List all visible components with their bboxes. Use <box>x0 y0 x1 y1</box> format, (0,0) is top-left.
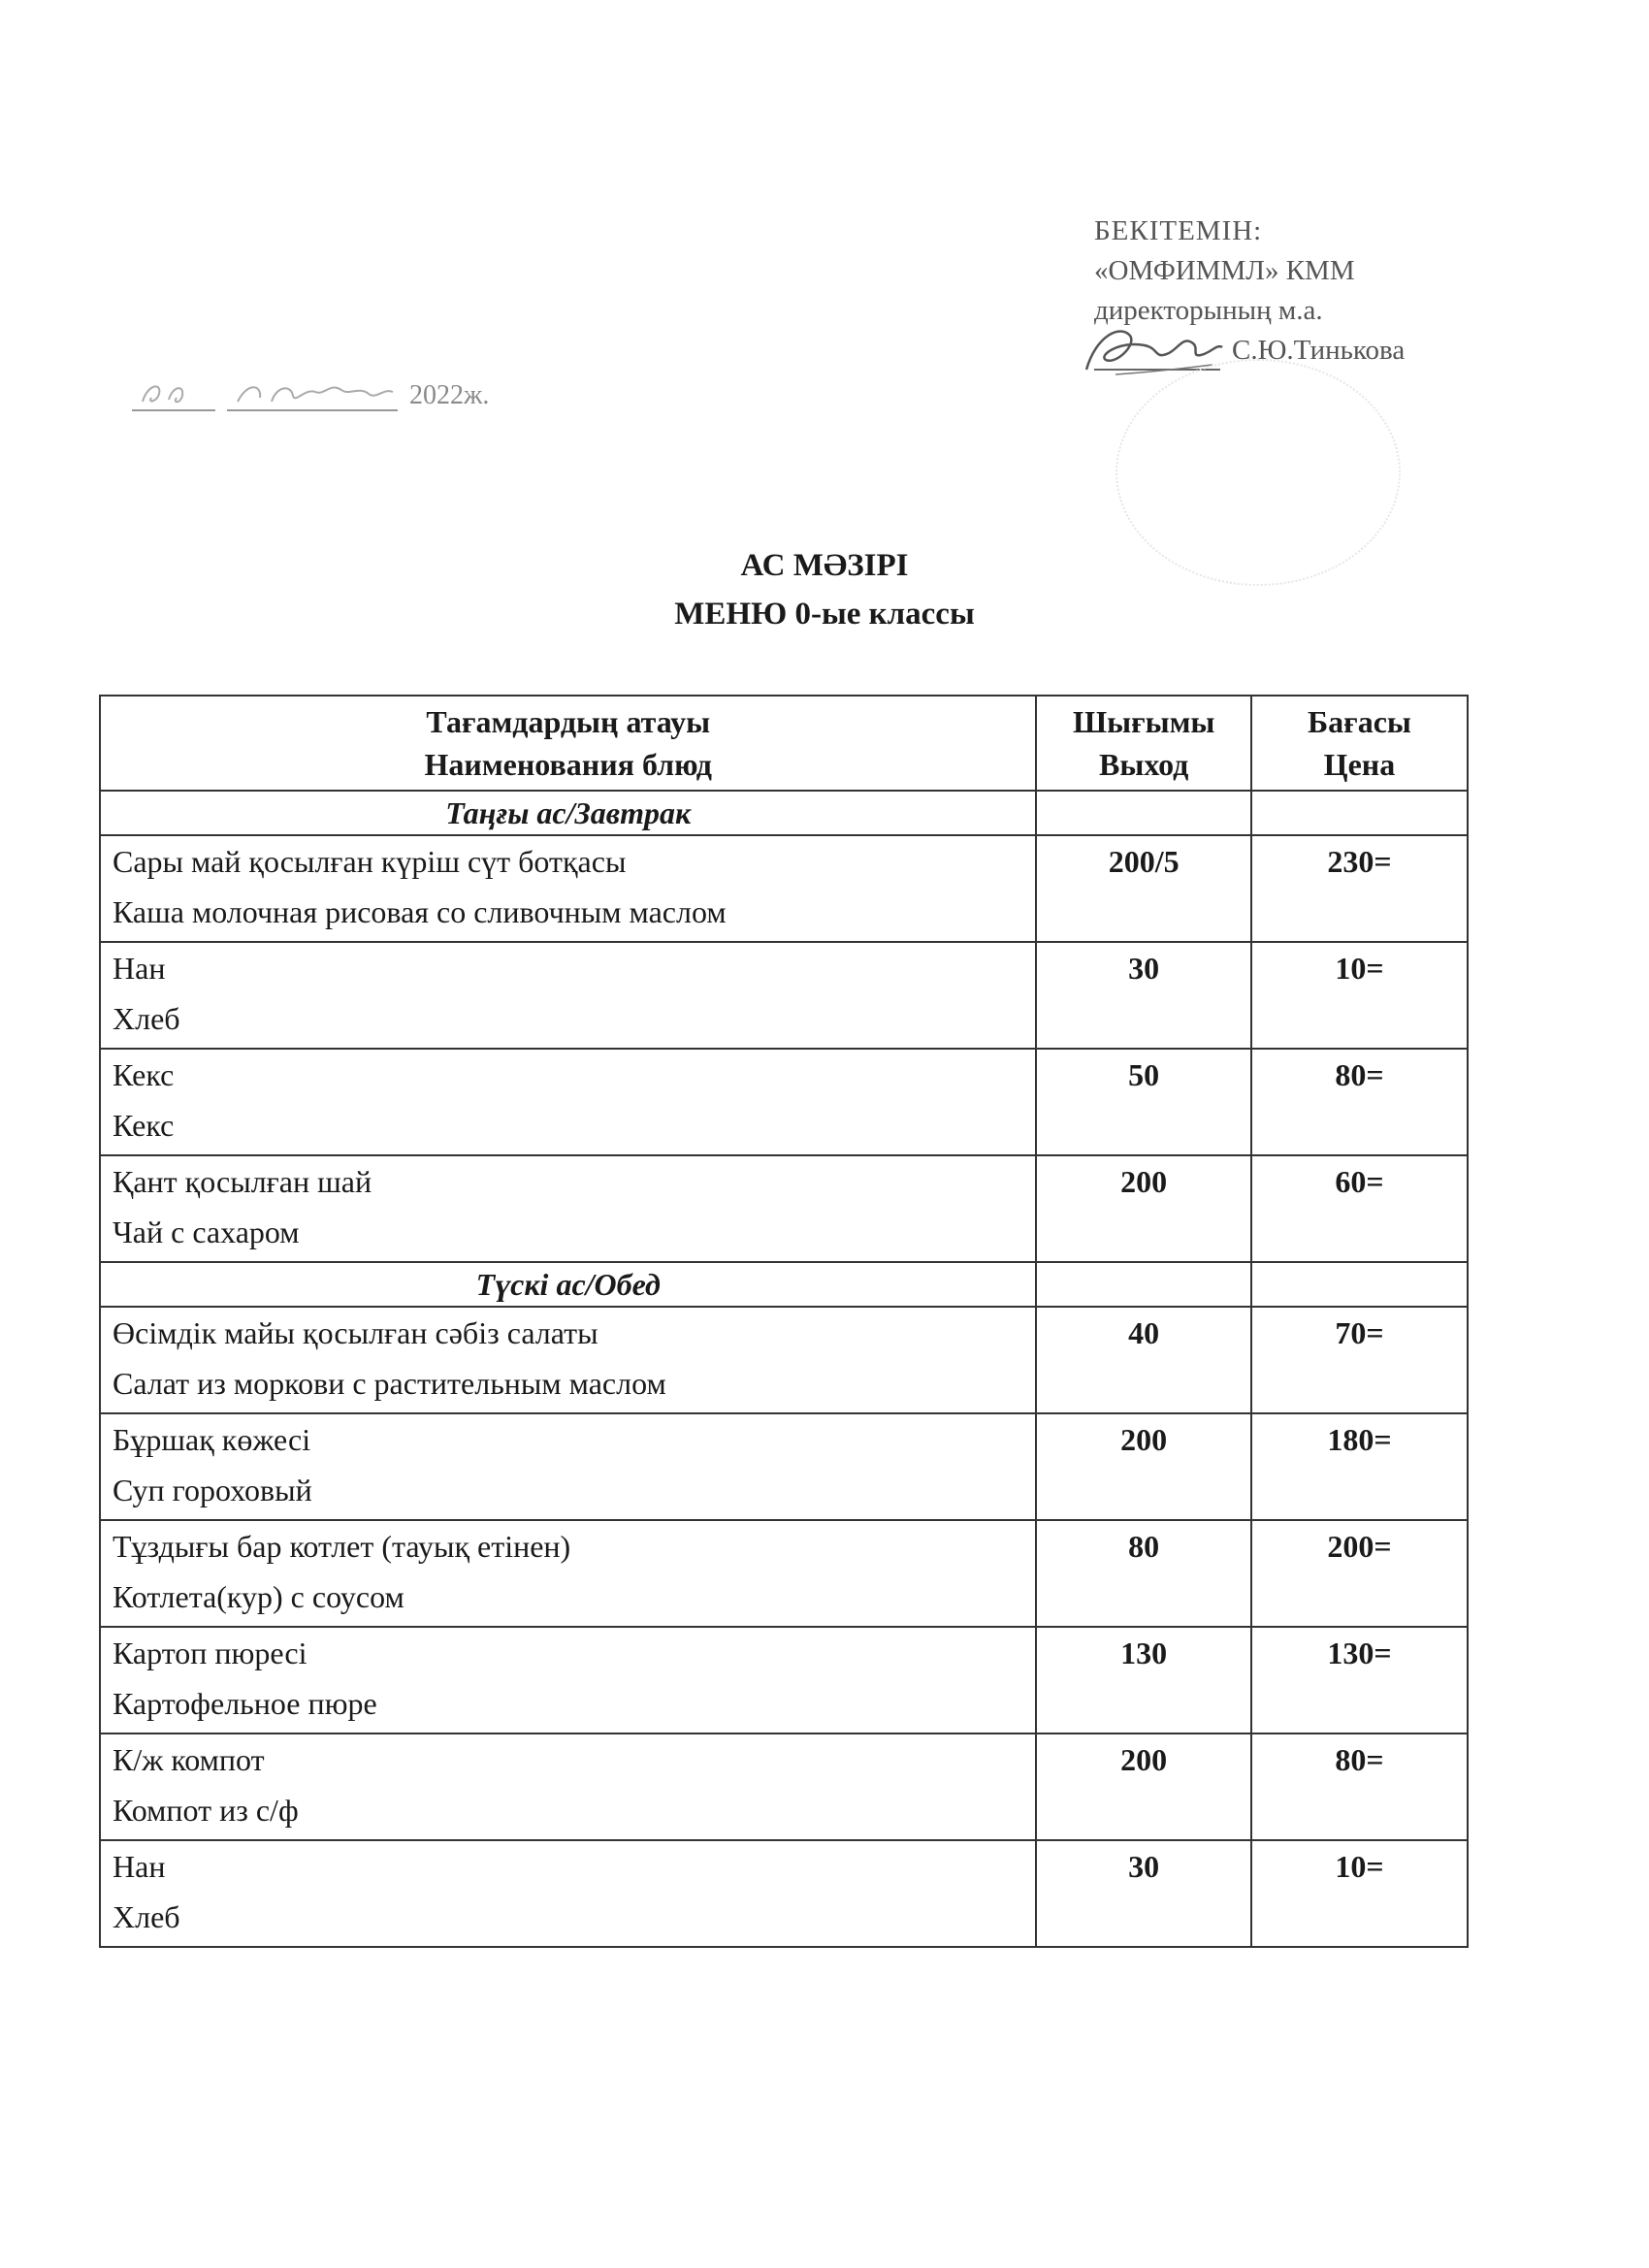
header-yield-kz: Шығымы <box>1072 704 1215 739</box>
dish-name-ru: Картофельное пюре <box>113 1686 377 1721</box>
dish-yield: 30 <box>1036 942 1250 1049</box>
section-title: Түскі ас/Обед <box>100 1262 1036 1307</box>
table-row <box>100 1840 1468 1947</box>
dish-name-ru: Суп гороховый <box>113 1473 312 1507</box>
dish-name-kz: Нан <box>113 951 166 986</box>
header-price-ru: Цена <box>1323 747 1396 782</box>
dish-price: 200= <box>1251 1520 1468 1627</box>
dish-name-ru: Чай с сахаром <box>113 1215 300 1249</box>
dish-name <box>100 1413 1036 1520</box>
table-row <box>100 1627 1468 1733</box>
dish-name-ru: Котлета(кур) с соусом <box>113 1579 404 1614</box>
header-name <box>100 696 1036 791</box>
table-row <box>100 1733 1468 1840</box>
dish-name-ru: Салат из моркови с растительным маслом <box>113 1366 666 1401</box>
dish-yield: 200 <box>1036 1413 1250 1520</box>
approval-date <box>132 380 489 411</box>
dish-yield: 200/5 <box>1036 835 1250 942</box>
dish-price: 130= <box>1251 1627 1468 1733</box>
dish-name <box>100 1627 1036 1733</box>
dish-yield: 130 <box>1036 1627 1250 1733</box>
dish-name <box>100 942 1036 1049</box>
table-row <box>100 1307 1468 1413</box>
dish-name-kz: Сары май қосылған күріш сүт ботқасы <box>113 844 627 879</box>
header-price <box>1251 696 1468 791</box>
dish-yield: 50 <box>1036 1049 1250 1155</box>
approval-title: БЕКІТЕМІН: <box>1094 215 1263 246</box>
signature-blank <box>1094 340 1220 371</box>
dish-name-kz: Картоп пюресі <box>113 1636 307 1670</box>
empty-cell <box>1036 791 1250 835</box>
approval-org: «ОМФИММЛ» КММ <box>1094 255 1355 286</box>
dish-price: 10= <box>1251 1840 1468 1947</box>
table-row <box>100 1520 1468 1627</box>
table-row <box>100 1049 1468 1155</box>
dish-name-kz: Өсімдік майы қосылған сәбіз салаты <box>113 1315 598 1350</box>
dish-name <box>100 1307 1036 1413</box>
dish-price: 60= <box>1251 1155 1468 1262</box>
dish-price: 10= <box>1251 942 1468 1049</box>
table-row <box>100 835 1468 942</box>
section-row-breakfast <box>100 791 1468 835</box>
menu-table <box>99 695 1469 1948</box>
dish-name <box>100 1155 1036 1262</box>
dish-yield: 200 <box>1036 1733 1250 1840</box>
table-row <box>100 1155 1468 1262</box>
dish-price: 70= <box>1251 1307 1468 1413</box>
dish-name <box>100 1520 1036 1627</box>
dish-name-ru: Хлеб <box>113 1001 180 1036</box>
date-day-blank <box>132 384 215 411</box>
header-name-ru: Наименования блюд <box>424 747 712 782</box>
empty-cell <box>1251 791 1468 835</box>
dish-name <box>100 1733 1036 1840</box>
dish-name <box>100 835 1036 942</box>
section-title: Таңғы ас/Завтрак <box>100 791 1036 835</box>
date-year: 2022ж. <box>409 380 490 410</box>
dish-name-ru: Каша молочная рисовая со сливочным маслом <box>113 894 727 929</box>
approval-block <box>1094 211 1482 371</box>
dish-name-kz: Нан <box>113 1849 166 1884</box>
dish-price: 80= <box>1251 1049 1468 1155</box>
dish-name <box>100 1049 1036 1155</box>
header-yield-ru: Выход <box>1098 747 1189 782</box>
dish-yield: 80 <box>1036 1520 1250 1627</box>
dish-name <box>100 1840 1036 1947</box>
dish-name-kz: Қант қосылған шай <box>113 1164 372 1199</box>
handwritten-day <box>138 374 206 409</box>
dish-name-ru: Кекс <box>113 1108 175 1143</box>
handwritten-month <box>233 374 398 409</box>
header-price-kz: Бағасы <box>1308 704 1411 739</box>
empty-cell <box>1251 1262 1468 1307</box>
menu-title-kz: АС МӘЗІРІ <box>740 548 909 583</box>
table-header-row <box>100 696 1468 791</box>
dish-price: 180= <box>1251 1413 1468 1520</box>
dish-name-kz: Бұршақ көжесі <box>113 1422 311 1457</box>
dish-yield: 200 <box>1036 1155 1250 1262</box>
signer-name: С.Ю.Тинькова <box>1232 335 1406 366</box>
table-row <box>100 1413 1468 1520</box>
date-month-blank <box>227 384 398 411</box>
dish-price: 230= <box>1251 835 1468 942</box>
dish-name-ru: Хлеб <box>113 1899 180 1934</box>
table-row <box>100 942 1468 1049</box>
dish-name-kz: К/ж компот <box>113 1742 265 1777</box>
dish-price: 80= <box>1251 1733 1468 1840</box>
dish-name-ru: Компот из с/ф <box>113 1793 299 1828</box>
dish-name-kz: Тұздығы бар котлет (тауық етінен) <box>113 1529 571 1564</box>
empty-cell <box>1036 1262 1250 1307</box>
dish-yield: 40 <box>1036 1307 1250 1413</box>
header-name-kz: Тағамдардың атауы <box>426 704 711 739</box>
dish-yield: 30 <box>1036 1840 1250 1947</box>
menu-title-ru: МЕНЮ 0-ые классы <box>674 597 975 632</box>
section-row-lunch <box>100 1262 1468 1307</box>
header-yield <box>1036 696 1250 791</box>
dish-name-kz: Кекс <box>113 1057 175 1092</box>
approval-position: директорының м.а. <box>1094 295 1323 326</box>
